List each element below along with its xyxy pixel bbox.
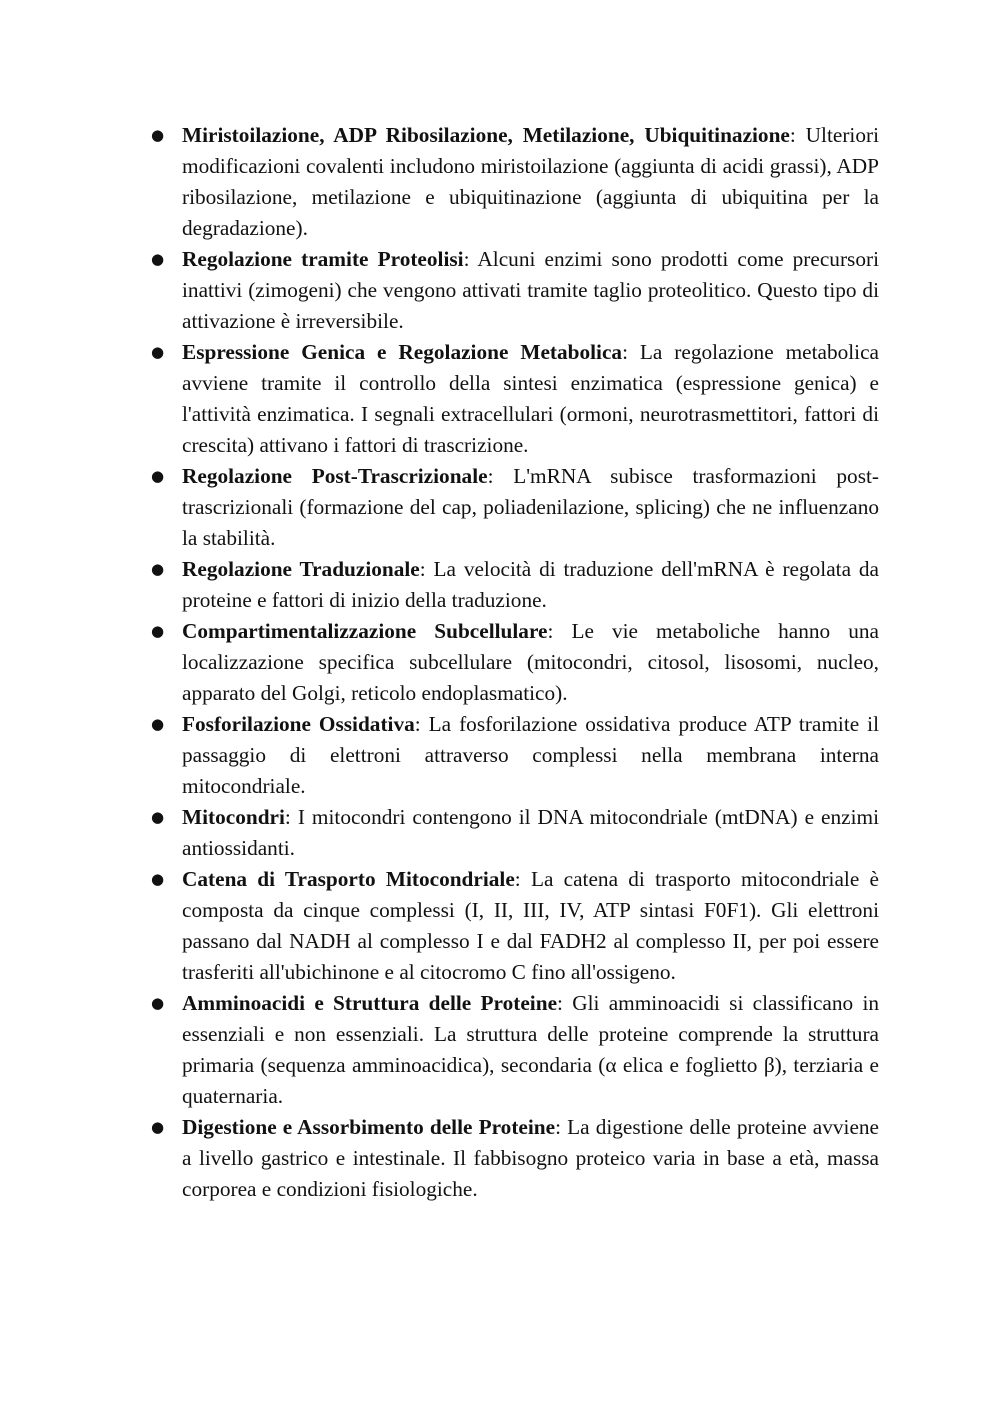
list-item: [151, 337, 879, 461]
item-term: Miristoilazione, ADP Ribosilazione, Metilazione, Ubiquitinazione: [182, 123, 790, 147]
bullet-icon: ●: [151, 1118, 165, 1136]
bullet-icon: ●: [151, 715, 165, 733]
list-item: [151, 120, 879, 244]
item-term: Regolazione Traduzionale: [182, 557, 420, 581]
list-item: [151, 709, 879, 802]
list-item: [151, 244, 879, 337]
bullet-icon: ●: [151, 994, 165, 1012]
list-item: [151, 461, 880, 554]
item-term: Espressione Genica e Regolazione Metabolica: [182, 340, 623, 364]
list-item: [151, 616, 879, 709]
item-term: Compartimentalizzazione Subcellulare: [182, 619, 548, 643]
bullet-icon: ●: [151, 808, 165, 826]
item-text: : Le vie metaboliche hanno una localizzazione specifica subcellulare (mitocondri, citosol, lisosomi, nucleo, apparato del Golgi, reticolo endoplasmatico).: [182, 619, 879, 705]
item-term: Regolazione Post-Trascrizionale: [182, 464, 488, 488]
bullet-icon: ●: [151, 560, 165, 578]
item-term: Regolazione tramite Proteolisi: [182, 247, 464, 271]
bullet-icon: ●: [151, 250, 165, 268]
item-text: : L'mRNA subisce trasformazioni post-trascrizionali (formazione del cap, poliadenilazione, splicing) che ne influenzano la stabilità.: [182, 464, 880, 550]
list-item: [151, 864, 879, 988]
item-text: : Alcuni enzimi sono prodotti come precursori inattivi (zimogeni) che vengono attivati tramite taglio proteolitico. Questo tipo di attivazione è irreversibile.: [182, 247, 879, 333]
item-text: : Gli amminoacidi si classificano in essenziali e non essenziali. La struttura delle proteine comprende la struttura primaria (sequenza amminoacidica), secondaria (α elica e foglietto β), terziaria e quaternaria.: [182, 991, 880, 1108]
item-term: Fosforilazione Ossidativa: [182, 712, 415, 736]
bullet-icon: ●: [151, 126, 165, 144]
item-text: : La digestione delle proteine avviene a livello gastrico e intestinale. Il fabbisogno proteico varia in base a età, massa corporea e condizioni fisiologiche.: [182, 1115, 879, 1201]
item-term: Digestione e Assorbimento delle Proteine: [182, 1115, 556, 1139]
item-text: : I mitocondri contengono il DNA mitocondriale (mtDNA) e enzimi antiossidanti.: [182, 805, 879, 860]
list-item: [151, 988, 880, 1112]
item-term: Mitocondri: [182, 805, 285, 829]
item-text: : La velocità di traduzione dell'mRNA è regolata da proteine e fattori di inizio della traduzione.: [182, 557, 879, 612]
item-text: : La catena di trasporto mitocondriale è composta da cinque complessi (I, II, III, IV, ATP sintasi F0F1). Gli elettroni passano dal NADH al complesso I e dal FADH2 al complesso II, per poi essere trasferiti all'ubichinone e al citocromo C fino all'ossigeno.: [182, 867, 879, 984]
bullet-icon: ●: [151, 870, 165, 888]
bullet-icon: ●: [151, 343, 165, 361]
bullet-icon: ●: [151, 467, 165, 485]
item-text: : La regolazione metabolica avviene tramite il controllo della sintesi enzimatica (espressione genica) e l'attività enzimatica. I segnali extracellulari (ormoni, neurotrasmettitori, fattori di crescita) attivano i fattori di trascrizione.: [182, 340, 879, 457]
item-text: : La fosforilazione ossidativa produce ATP tramite il passaggio di elettroni attraverso complessi nella membrana interna mitocondriale.: [182, 712, 879, 798]
list-item: [151, 802, 879, 864]
bullet-icon: ●: [151, 622, 165, 640]
item-term: Amminoacidi e Struttura delle Proteine: [182, 991, 558, 1015]
bullet-list: [151, 120, 880, 1205]
item-term: Catena di Trasporto Mitocondriale: [182, 867, 515, 891]
list-item: [151, 554, 879, 616]
item-text: : Ulteriori modificazioni covalenti includono miristoilazione (aggiunta di acidi grassi), ADP ribosilazione, metilazione e ubiquitinazione (aggiunta di ubiquitina per la degradazione).: [182, 123, 879, 240]
list-item: [151, 1112, 879, 1205]
